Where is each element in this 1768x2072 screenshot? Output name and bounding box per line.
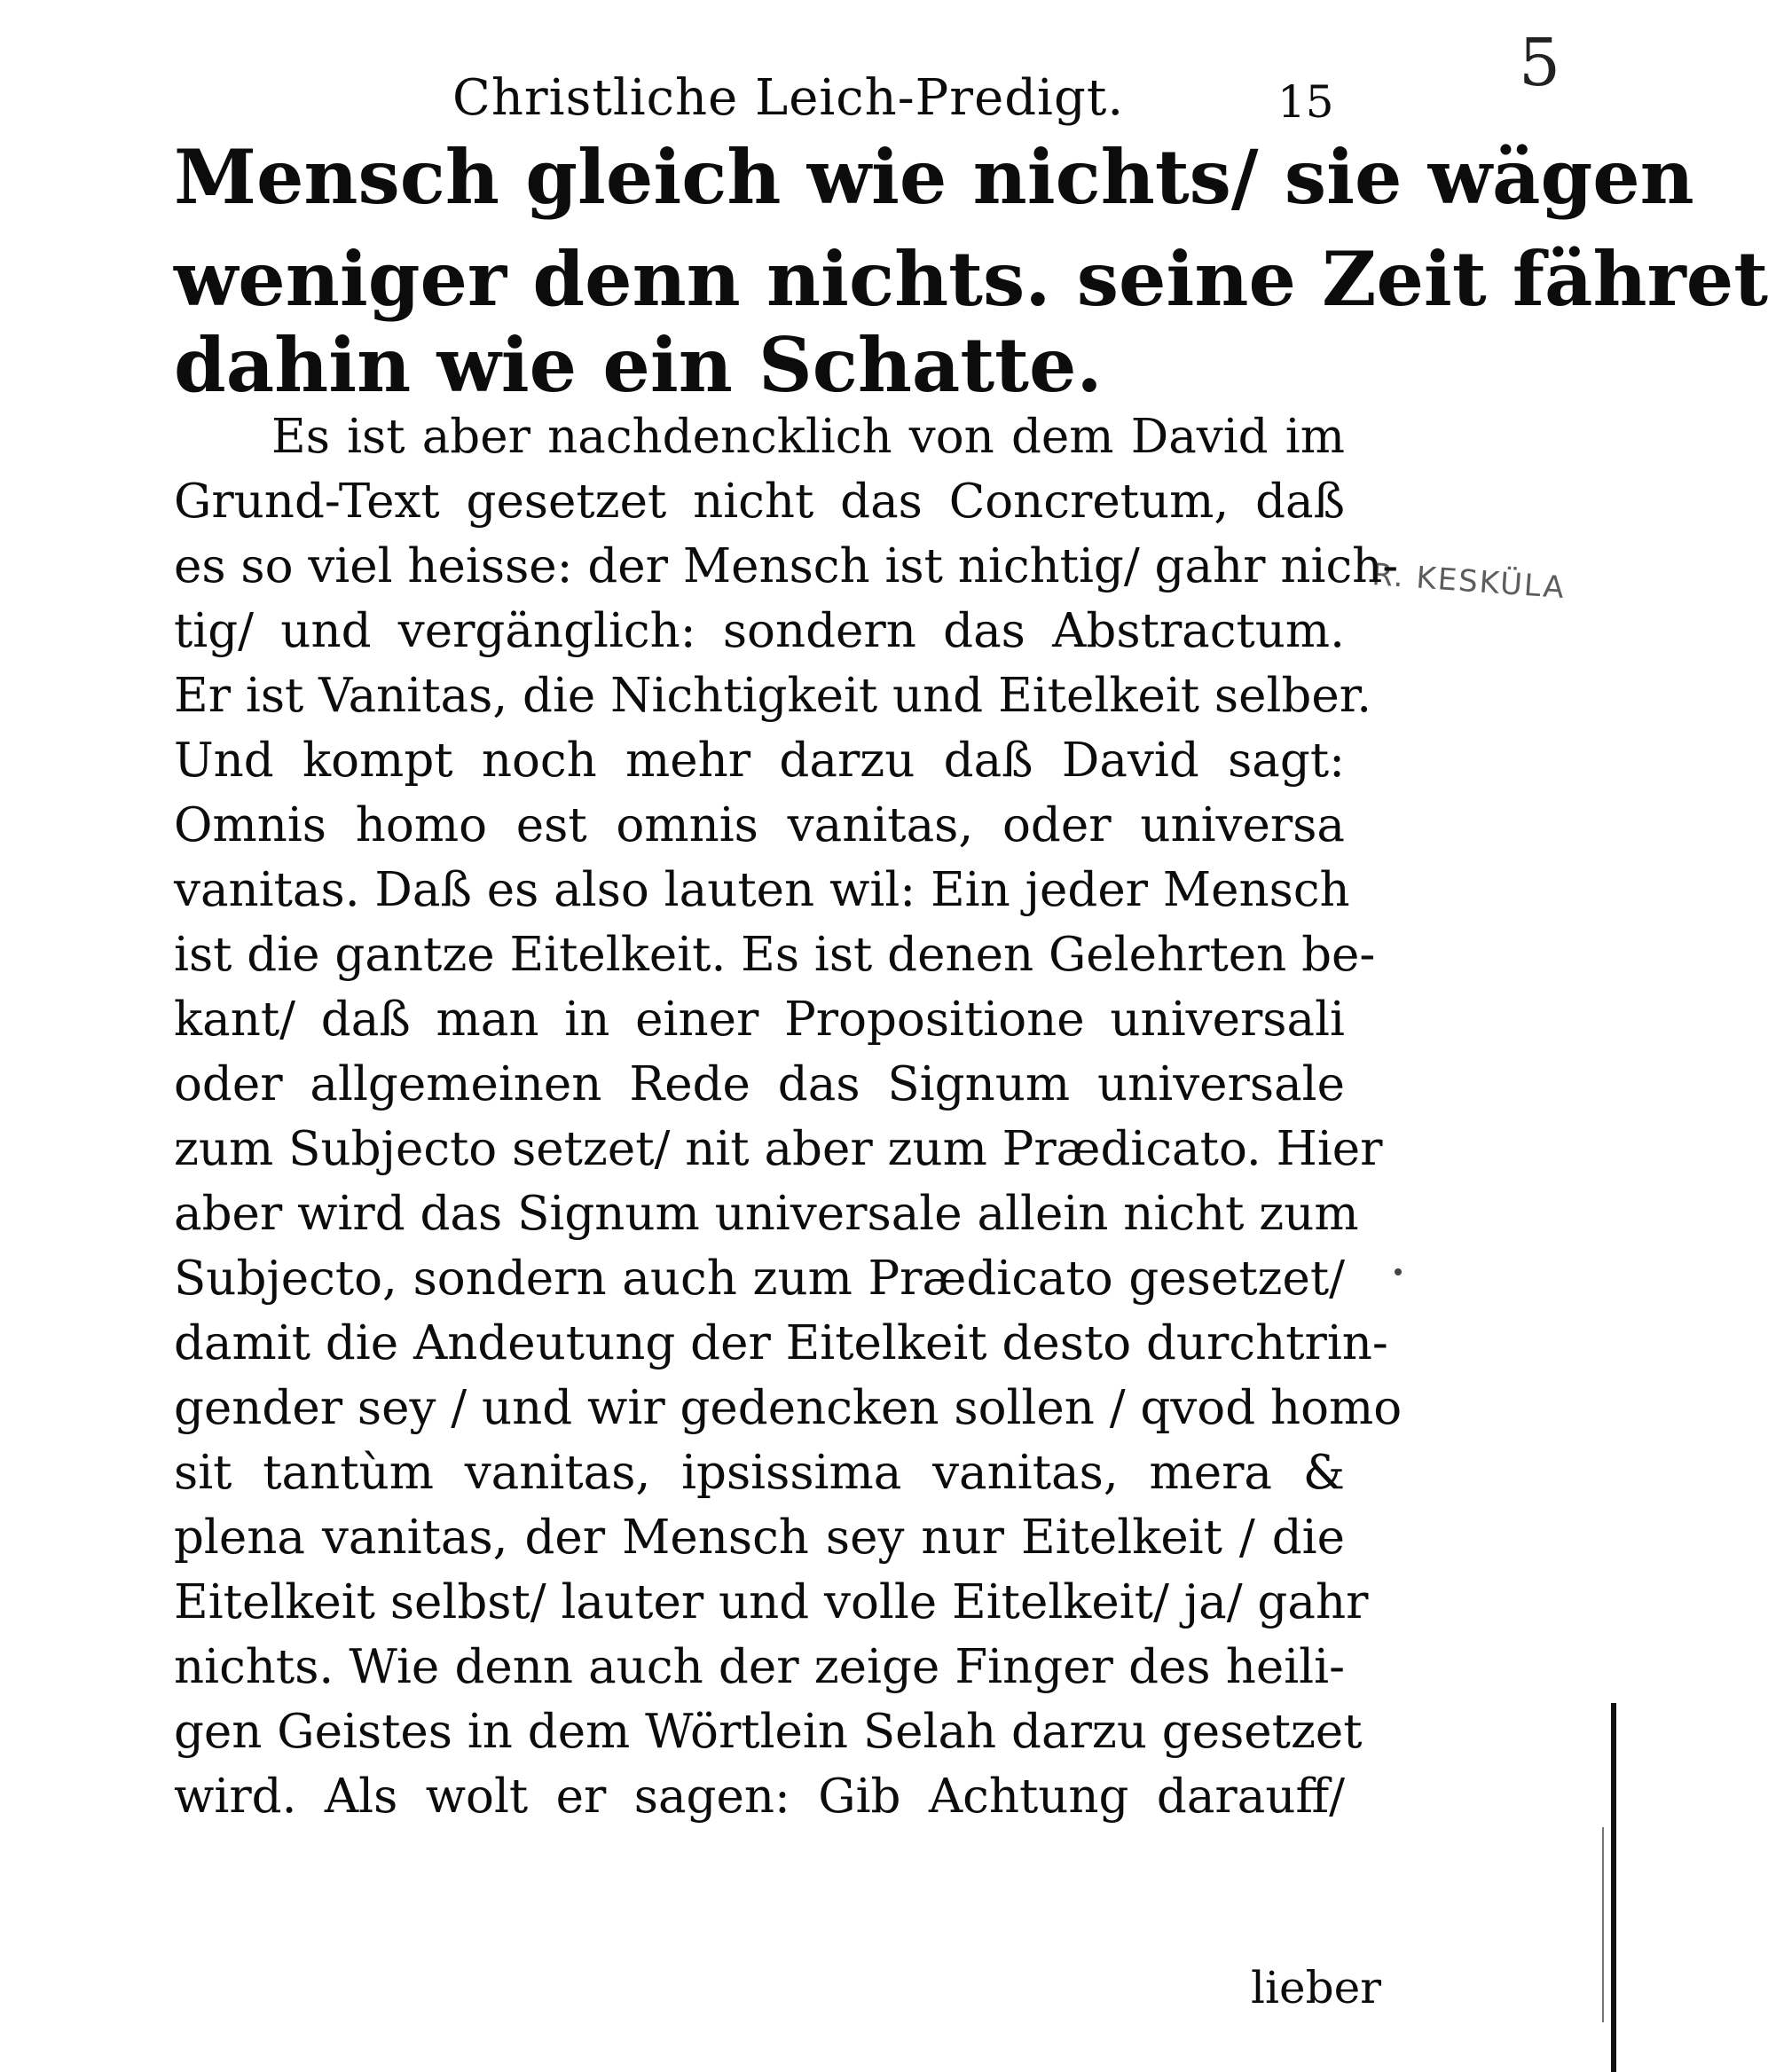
text-line: Es ist aber nachdencklich von dem David im xyxy=(271,410,1345,464)
text-line: nichts. Wie denn auch der zeige Finger des heili- xyxy=(174,1640,1345,1694)
text-line: Grund-Text gesetzet nicht das Concretum, daß xyxy=(174,475,1345,529)
library-stamp: R. KESKÜLA xyxy=(1371,557,1568,607)
text-line: plena vanitas, der Mensch sey nur Eitelkeit / die xyxy=(174,1511,1345,1565)
text-line: kant/ daß man in einer Propositione universali xyxy=(174,993,1345,1047)
text-line: Subjecto, sondern auch zum Prædicato gesetzet/ xyxy=(174,1252,1345,1306)
page-number: 15 xyxy=(1277,76,1334,128)
text-line: ist die gantze Eitelkeit. Es ist denen Gelehrten be- xyxy=(174,928,1376,982)
handwritten-folio-mark: 5 xyxy=(1519,25,1561,101)
text-line: oder allgemeinen Rede das Signum universale xyxy=(174,1057,1345,1111)
text-line: zum Subjecto setzet/ nit aber zum Prædicato. Hier xyxy=(174,1122,1383,1176)
text-line: vanitas. Daß es also lauten wil: Ein jeder Mensch xyxy=(174,863,1350,917)
text-line: Omnis homo est omnis vanitas, oder universa xyxy=(174,798,1345,852)
heading-line: Mensch gleich wie nichts/ sie wägen xyxy=(174,133,1694,221)
text-line: Eitelkeit selbst/ lauter und volle Eitelkeit/ ja/ gahr xyxy=(174,1575,1369,1629)
text-line: Er ist Vanitas, die Nichtigkeit und Eitelkeit selber. xyxy=(174,669,1372,723)
text-line: aber wird das Signum universale allein nicht zum xyxy=(174,1187,1359,1241)
text-line: wird. Als wolt er sagen: Gib Achtung darauff/ xyxy=(174,1770,1345,1824)
text-line: tig/ und vergänglich: sondern das Abstractum. xyxy=(174,604,1345,658)
text-line: gen Geistes in dem Wörtlein Selah darzu gesetzet xyxy=(174,1705,1363,1759)
text-line: gender sey / und wir gedencken sollen / qvod homo xyxy=(174,1381,1403,1435)
text-line: Und kompt noch mehr darzu daß David sagt: xyxy=(174,734,1345,788)
page-edge-shadow xyxy=(1611,1703,1616,2072)
heading-line: dahin wie ein Schatte. xyxy=(174,321,1103,409)
running-head: Christliche Leich-Predigt. xyxy=(452,69,1125,127)
margin-ink-spot xyxy=(1395,1268,1402,1275)
heading-line: weniger denn nichts. seine Zeit fähret xyxy=(174,235,1768,323)
text-line: sit tantùm vanitas, ipsissima vanitas, mera & xyxy=(174,1446,1345,1500)
catchword: lieber xyxy=(1251,1962,1382,2013)
text-line: damit die Andeutung der Eitelkeit desto durchtrin- xyxy=(174,1316,1388,1370)
text-line: es so viel heisse: der Mensch ist nichtig/ gahr nich- xyxy=(174,539,1399,593)
page-edge-shadow-faint xyxy=(1602,1827,1604,2022)
